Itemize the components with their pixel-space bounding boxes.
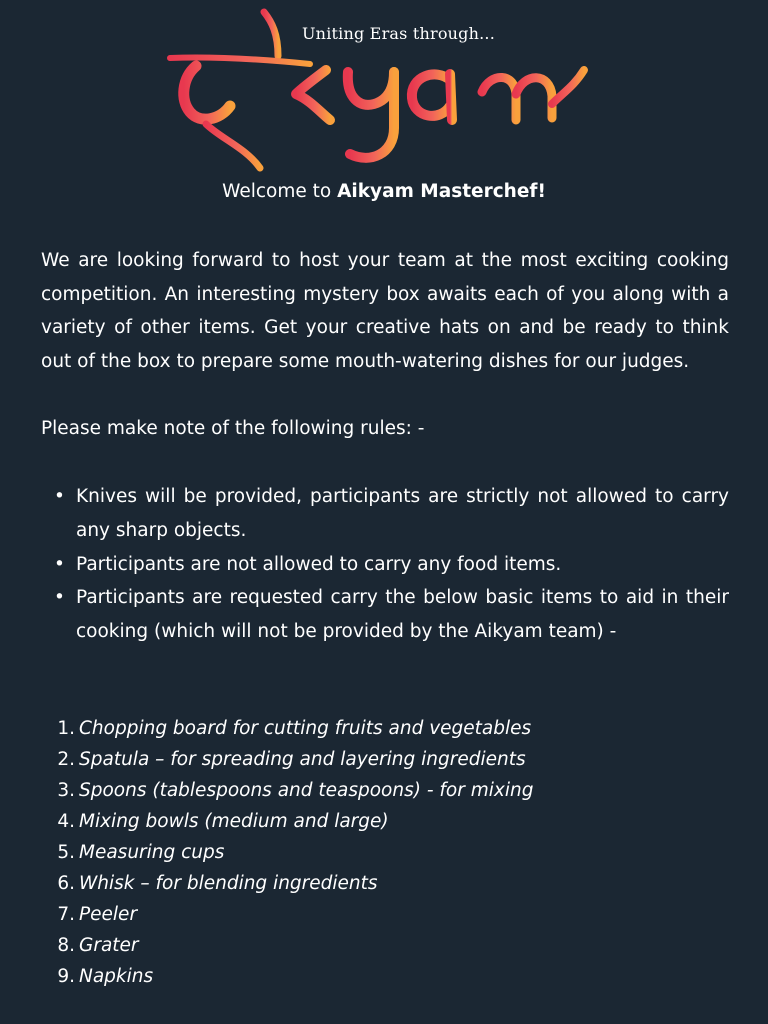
- list-item: [41, 713, 729, 744]
- list-item: [41, 806, 729, 837]
- rule-item: [41, 480, 729, 548]
- item-text: Spatula – for spreading and layering ingredients: [79, 749, 526, 770]
- item-text: Chopping board for cutting fruits and vegetables: [79, 718, 532, 739]
- item-number: 1.: [57, 718, 75, 739]
- rule-text: Knives will be provided, participants are strictly not allowed to carry any sharp objects.: [76, 486, 729, 541]
- rules-lead: Please make note of the following rules: -: [41, 418, 425, 439]
- item-text: Whisk – for blending ingredients: [79, 873, 378, 894]
- list-item: [41, 744, 729, 775]
- item-number: 5.: [57, 842, 75, 863]
- rule-text: Participants are not allowed to carry any food items.: [76, 553, 562, 575]
- item-number: 8.: [57, 935, 75, 956]
- item-number: 3.: [57, 780, 75, 801]
- item-text: Napkins: [79, 966, 154, 987]
- item-text: Grater: [79, 935, 139, 956]
- rule-item: [41, 548, 729, 582]
- list-item: [41, 868, 729, 899]
- item-number: 6.: [57, 873, 75, 894]
- bullet-icon: •: [54, 587, 65, 609]
- bullet-icon: •: [54, 486, 65, 507]
- bullet-icon: •: [54, 553, 65, 575]
- event-name: Aikyam Masterchef!: [337, 181, 546, 202]
- welcome-heading: [0, 181, 768, 202]
- list-item: [41, 930, 729, 961]
- item-text: Measuring cups: [79, 842, 225, 863]
- rule-text: Participants are requested carry the below basic items to aid in their cooking (which will not be provided by the Aikyam team) -: [76, 587, 729, 643]
- list-item: [41, 961, 729, 992]
- item-text: Peeler: [79, 904, 138, 925]
- rule-item: [41, 581, 729, 649]
- welcome-prefix: Welcome to: [222, 181, 338, 202]
- item-number: 9.: [57, 966, 75, 987]
- item-number: 7.: [57, 904, 75, 925]
- intro-paragraph: We are looking forward to host your team at the most exciting cooking competition. An interesting mystery box awaits each of you along with a variety of other items. Get your creative hats on and be ready to think out of the box to prepare some mouth-watering dishes for our judges.: [41, 250, 729, 372]
- item-number: 2.: [57, 749, 75, 770]
- list-item: [41, 775, 729, 806]
- item-text: Mixing bowls (medium and large): [79, 811, 389, 832]
- item-number: 4.: [57, 811, 75, 832]
- tagline: Uniting Eras through...: [302, 24, 495, 43]
- list-item: [41, 837, 729, 868]
- list-item: [41, 899, 729, 930]
- rules-list: [41, 480, 729, 649]
- item-text: Spoons (tablespoons and teaspoons) - for mixing: [79, 780, 534, 801]
- items-list: [41, 713, 729, 992]
